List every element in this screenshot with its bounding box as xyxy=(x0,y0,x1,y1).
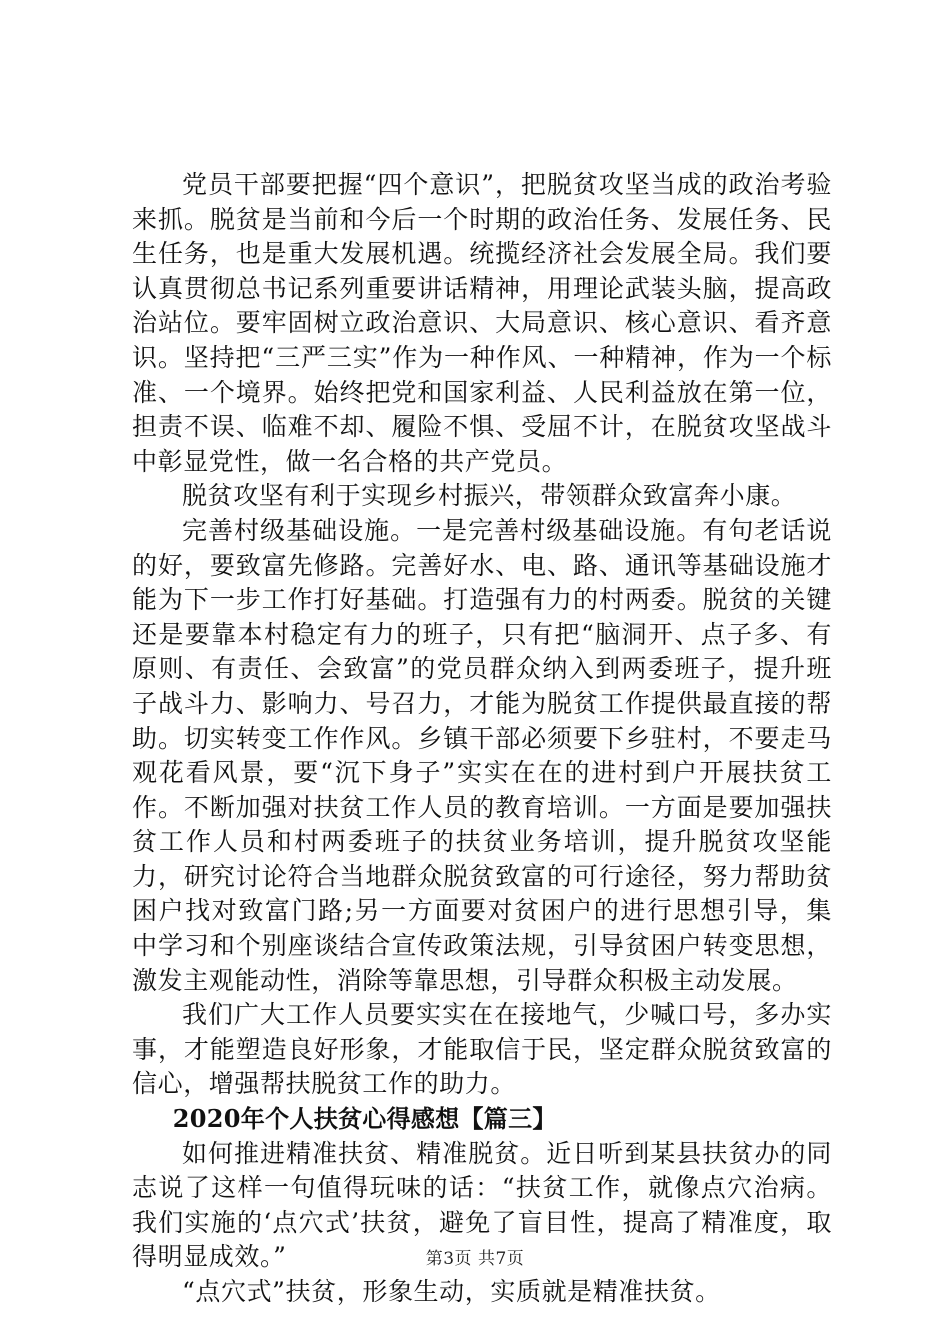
page-number-footer: 第3页 共7页 xyxy=(425,1249,525,1269)
paragraph-acupoint-alleviation: “点穴式”扶贫，形象生动，实质就是精准扶贫。 xyxy=(182,1277,721,1306)
paragraph-precise-poverty-alleviation: 如何推进精准扶贫、精准脱贫。近日听到某县扶贫办的同志说了这样一句值得玩味的话：“扶贫工作，就像点穴治病。我们实施的‘点穴式’扶贫，避免了盲目性，提高了精准度，取得明显成效。” xyxy=(132,1138,832,1272)
section-heading: 2020年个人扶贫心得感想【篇三】 xyxy=(172,1104,557,1134)
document-body xyxy=(132,168,832,1310)
paragraph-rural-revitalization: 脱贫攻坚有利于实现乡村振兴，带领群众致富奔小康。 xyxy=(182,481,797,511)
paragraph-staff-conduct: 我们广大工作人员要实实在在接地气，少喊口号，多办实事，才能塑造良好形象，才能取信于民，坚定群众脱贫致富的信心，增强帮扶脱贫工作的助力。 xyxy=(132,1000,832,1099)
paragraph-party-awareness: 党员干部要把握“四个意识”，把脱贫攻坚当成的政治考验来抓。脱贫是当前和今后一个时期的政治任务、发展任务、民生任务，也是重大发展机遇。统揽经济社会发展全局。我们要认真贯彻总书记系列重要讲话精神，用理论武装头脑，提高政治站位。要牢固树立政治意识、大局意识、核心意识、看齐意识。坚持把“三严三实”作为一种作风、一种精神，作为一个标准、一个境界。始终把党和国家利益、人民利益放在第一位，担责不误、临难不却、履险不惧、受屈不计，在脱贫攻坚战斗中彰显党性，做一名合格的共产党员。 xyxy=(132,170,832,476)
paragraph-village-infrastructure: 完善村级基础设施。一是完善村级基础设施。有句老话说的好，要致富先修路。完善好水、电、路、通讯等基础设施才能为下一步工作打好基础。打造强有力的村两委。脱贫的关键还是要靠本村稳定有力的班子，只有把“脑洞开、点子多、有原则、有责任、会致富”的党员群众纳入到两委班子，提升班子战斗力、影响力、号召力，才能为脱贫工作提供最直接的帮助。切实转变工作作风。乡镇干部必须要下乡驻村，不要走马观花看风景，要“沉下身子”实实在在的进村到户开展扶贫工作。不断加强对扶贫工作人员的教育培训。一方面是要加强扶贫工作人员和村两委班子的扶贫业务培训，提升脱贫攻坚能力，研究讨论符合当地群众脱贫致富的可行途径，努力帮助贫困户找对致富门路;另一方面要对贫困户的进行思想引导，集中学习和个别座谈结合宣传政策法规，引导贫困户转变思想，激发主观能动性，消除等靠思想，引导群众积极主动发展。 xyxy=(132,515,832,995)
